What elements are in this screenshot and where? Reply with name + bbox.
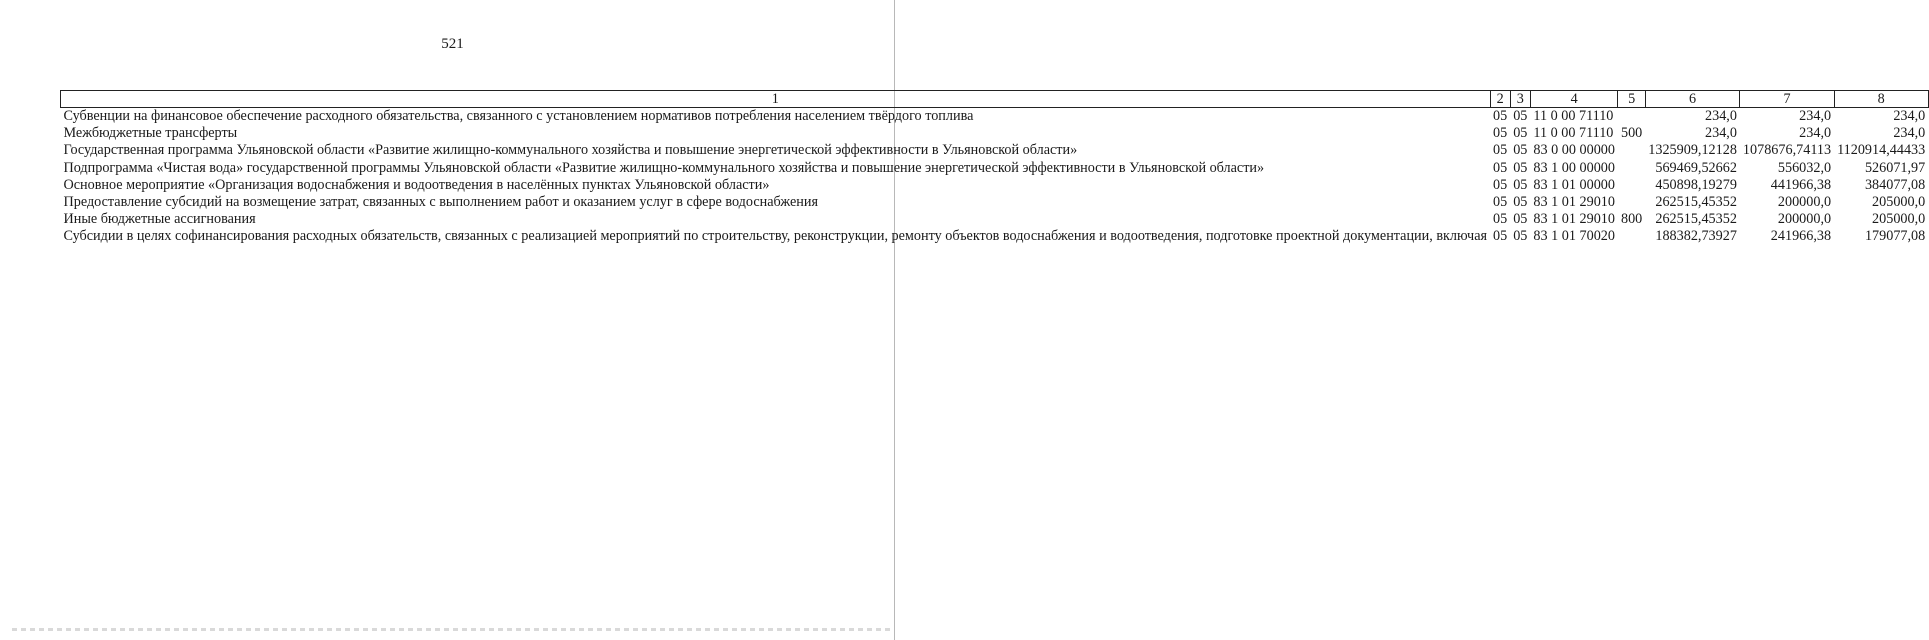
row-subsection: 05: [1513, 125, 1528, 142]
row-amount-1: 569469,52662: [1655, 159, 1737, 176]
row-amount-3: 205000,0: [1872, 211, 1926, 228]
row-amount-1: 188382,73927: [1655, 228, 1737, 245]
row-name: Подпрограмма «Чистая вода» государственной программы Ульяновской области «Развитие жилищно-коммунального хозяйства и повышение энергетической эффективности в Ульяновской области»: [63, 159, 1265, 176]
header-cell-4: 4: [1530, 91, 1618, 108]
row-subsection: 05: [1513, 211, 1528, 228]
row-expense-type: [1618, 177, 1645, 194]
page-number: 521: [441, 36, 464, 52]
row-expense-type: [1618, 142, 1645, 159]
row-section: 05: [1493, 125, 1508, 142]
row-section: 05: [1493, 194, 1508, 211]
row-amount-3: 234,0: [1893, 125, 1926, 142]
row-name: Субсидии в целях софинансирования расходных обязательств, связанных с реализацией мероприятий по строительству, реконструкции, ремонту объектов водоснабжения и водоотведения, подготовке проектной документации, включая: [63, 228, 1488, 245]
budget-table: [60, 90, 1929, 246]
row-amount-2: 241966,38: [1770, 228, 1832, 245]
row-section: 05: [1493, 228, 1508, 245]
row-target-code: 83 1 01 29010: [1533, 211, 1615, 228]
row-amount-1: 262515,45352: [1655, 194, 1737, 211]
row-expense-type: [1618, 194, 1645, 211]
row-name: Субвенции на финансовое обеспечение расходного обязательства, связанного с установлением нормативов потребления населением твёрдого топлива: [63, 108, 974, 124]
row-name: Основное мероприятие «Организация водоснабжения и водоотведения в населённых пунктах Ульяновской области»: [63, 176, 770, 193]
row-amount-3: 179077,08: [1864, 228, 1926, 245]
row-amount-2: 234,0: [1799, 108, 1832, 124]
row-target-code: 83 1 00 00000: [1533, 159, 1615, 176]
row-amount-1: 262515,45352: [1655, 211, 1737, 228]
row-amount-3: 526071,97: [1864, 159, 1926, 176]
row-subsection: 05: [1513, 228, 1528, 245]
table-row: [61, 160, 1929, 177]
row-amount-2: 1078676,74113: [1742, 142, 1832, 159]
header-cell-1: 1: [61, 91, 1491, 108]
row-subsection: 05: [1513, 159, 1528, 176]
row-name: Государственная программа Ульяновской области «Развитие жилищно-коммунального хозяйства и повышение энергетической эффективности в Ульяновской области»: [63, 142, 1078, 159]
table-row: [61, 211, 1929, 228]
row-amount-3: 205000,0: [1872, 194, 1926, 211]
header-cell-3: 3: [1510, 91, 1530, 108]
header-cell-5: 5: [1618, 91, 1645, 108]
row-name: Межбюджетные трансферты: [63, 125, 238, 142]
row-name: Иные бюджетные ассигнования: [63, 211, 256, 228]
row-expense-type: [1618, 108, 1645, 126]
row-amount-2: 556032,0: [1777, 159, 1832, 176]
row-section: 05: [1493, 108, 1508, 124]
row-target-code: 11 0 00 71110: [1533, 108, 1614, 124]
row-amount-1: 234,0: [1705, 108, 1737, 124]
row-target-code: 83 1 01 00000: [1533, 176, 1615, 193]
row-amount-1: 234,0: [1705, 125, 1737, 142]
row-expense-type: 500: [1620, 125, 1643, 142]
row-amount-2: 200000,0: [1777, 194, 1832, 211]
row-expense-type: [1618, 228, 1645, 245]
row-subsection: 05: [1513, 142, 1528, 159]
header-cell-7: 7: [1740, 91, 1834, 108]
row-amount-2: 234,0: [1799, 125, 1832, 142]
table-body: [61, 108, 1929, 246]
row-section: 05: [1493, 159, 1508, 176]
row-amount-1: 1325909,12128: [1648, 142, 1737, 159]
row-name: Предоставление субсидий на возмещение затрат, связанных с выполнением работ и оказанием услуг в сфере водоснабжения: [63, 194, 819, 211]
row-subsection: 05: [1513, 194, 1528, 211]
row-expense-type: [1618, 160, 1645, 177]
table-row: [61, 142, 1929, 159]
header-cell-6: 6: [1645, 91, 1740, 108]
row-amount-3: 384077,08: [1864, 176, 1926, 193]
row-amount-2: 200000,0: [1777, 211, 1832, 228]
header-cell-8: 8: [1834, 91, 1928, 108]
header-cell-2: 2: [1490, 91, 1510, 108]
row-target-code: 11 0 00 71110: [1533, 125, 1614, 142]
row-expense-type: 800: [1620, 211, 1643, 228]
table-row: [61, 194, 1929, 211]
table-row: [61, 177, 1929, 194]
row-target-code: 83 1 01 70020: [1533, 228, 1615, 245]
row-amount-2: 441966,38: [1770, 176, 1832, 193]
row-section: 05: [1493, 176, 1508, 193]
row-target-code: 83 0 00 00000: [1533, 142, 1615, 159]
row-subsection: 05: [1513, 176, 1528, 193]
row-amount-1: 450898,19279: [1655, 176, 1737, 193]
scan-artifact-line: [12, 628, 892, 631]
table-header: [61, 91, 1929, 108]
row-target-code: 83 1 01 29010: [1533, 194, 1615, 211]
row-amount-3: 1120914,44433: [1837, 142, 1926, 159]
row-subsection: 05: [1513, 108, 1528, 124]
row-amount-3: 234,0: [1893, 108, 1926, 124]
table-row: [61, 108, 1929, 126]
row-section: 05: [1493, 211, 1508, 228]
table-row: [61, 228, 1929, 245]
row-section: 05: [1493, 142, 1508, 159]
table-row: [61, 125, 1929, 142]
